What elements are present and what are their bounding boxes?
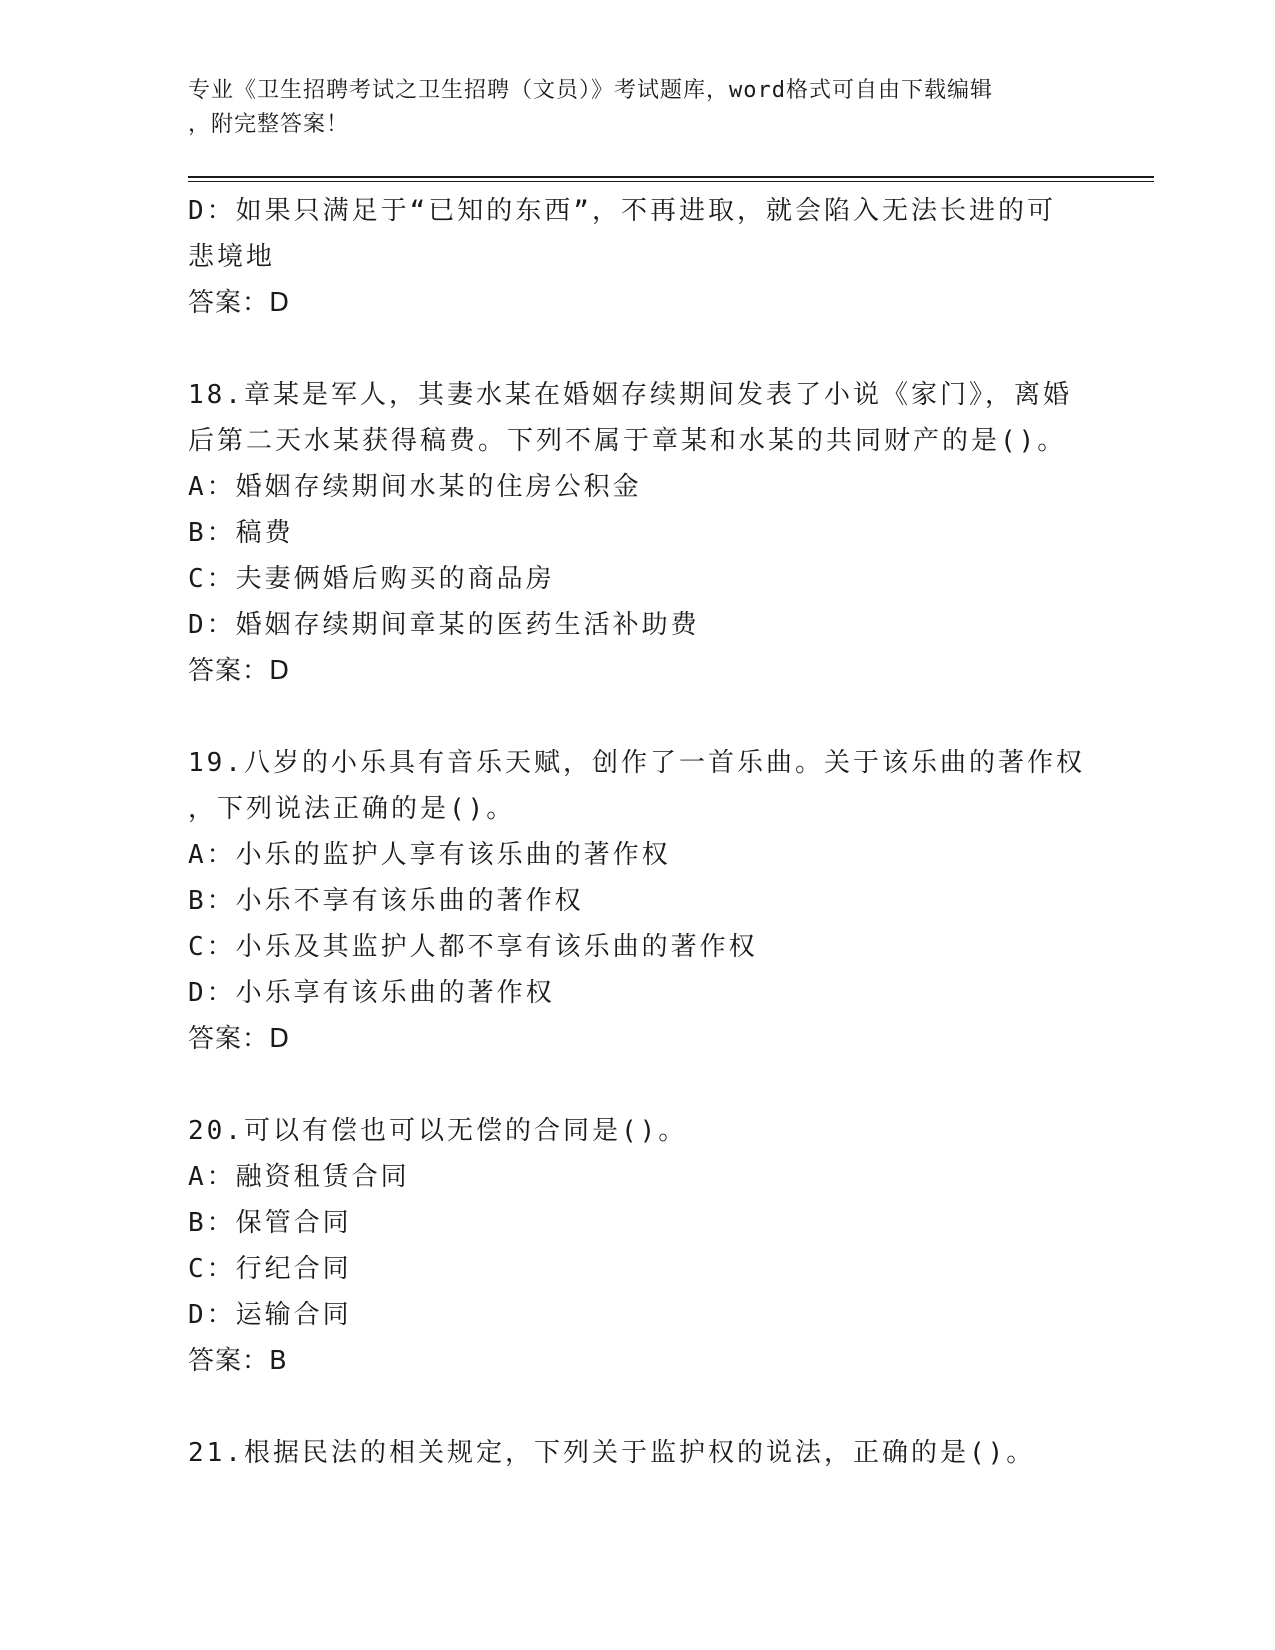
- answer: 答案：B: [188, 1346, 288, 1376]
- question-list: [188, 188, 1088, 1476]
- option-b: B：小乐不享有该乐曲的著作权: [188, 886, 584, 916]
- answer: 答案：D: [188, 288, 291, 318]
- option-d: D：运输合同: [188, 1300, 352, 1330]
- spacer: [188, 694, 1088, 740]
- header-divider: [188, 176, 1154, 178]
- option-a: A：婚姻存续期间水某的住房公积金: [188, 472, 642, 502]
- question-19: [188, 740, 1088, 1062]
- option-b: B：保管合同: [188, 1208, 352, 1238]
- option-a: A：小乐的监护人享有该乐曲的著作权: [188, 840, 671, 870]
- question-20: [188, 1108, 1088, 1384]
- question-stem-continued: 后第二天水某获得稿费。下列不属于章某和水某的共同财产的是()。: [188, 426, 1067, 456]
- question-stem: 20.可以有偿也可以无偿的合同是()。: [188, 1116, 688, 1146]
- option-d-continued: 悲境地: [188, 242, 276, 272]
- option-d: D：如果只满足于“已知的东西”，不再进取，就会陷入无法长进的可: [188, 196, 1056, 226]
- question-stem: 21.根据民法的相关规定，下列关于监护权的说法，正确的是()。: [188, 1438, 1036, 1468]
- option-d: D：小乐享有该乐曲的著作权: [188, 978, 555, 1008]
- question-21: [188, 1430, 1088, 1476]
- header-divider-thin: [188, 181, 1154, 182]
- option-a: A：融资租赁合同: [188, 1162, 410, 1192]
- option-c: C：夫妻俩婚后购买的商品房: [188, 564, 555, 594]
- question-stem-continued: ，下列说法正确的是()。: [188, 794, 516, 824]
- document-header: [188, 74, 1068, 142]
- answer: 答案：D: [188, 1024, 291, 1054]
- header-line-2: ，附完整答案！: [188, 112, 350, 137]
- header-line-1: 专业《卫生招聘考试之卫生招聘（文员）》考试题库，word格式可自由下载编辑: [188, 78, 993, 103]
- spacer: [188, 1062, 1088, 1108]
- answer: 答案：D: [188, 656, 291, 686]
- question-18: [188, 372, 1088, 694]
- question-stem: 19.八岁的小乐具有音乐天赋，创作了一首乐曲。关于该乐曲的著作权: [188, 748, 1085, 778]
- question-stem: 18.章某是军人，其妻水某在婚姻存续期间发表了小说《家门》，离婚: [188, 380, 1072, 410]
- question-17-tail: [188, 188, 1088, 326]
- option-d: D：婚姻存续期间章某的医药生活补助费: [188, 610, 700, 640]
- option-b: B：稿费: [188, 518, 294, 548]
- option-c: C：小乐及其监护人都不享有该乐曲的著作权: [188, 932, 758, 962]
- spacer: [188, 326, 1088, 372]
- spacer: [188, 1384, 1088, 1430]
- option-c: C：行纪合同: [188, 1254, 352, 1284]
